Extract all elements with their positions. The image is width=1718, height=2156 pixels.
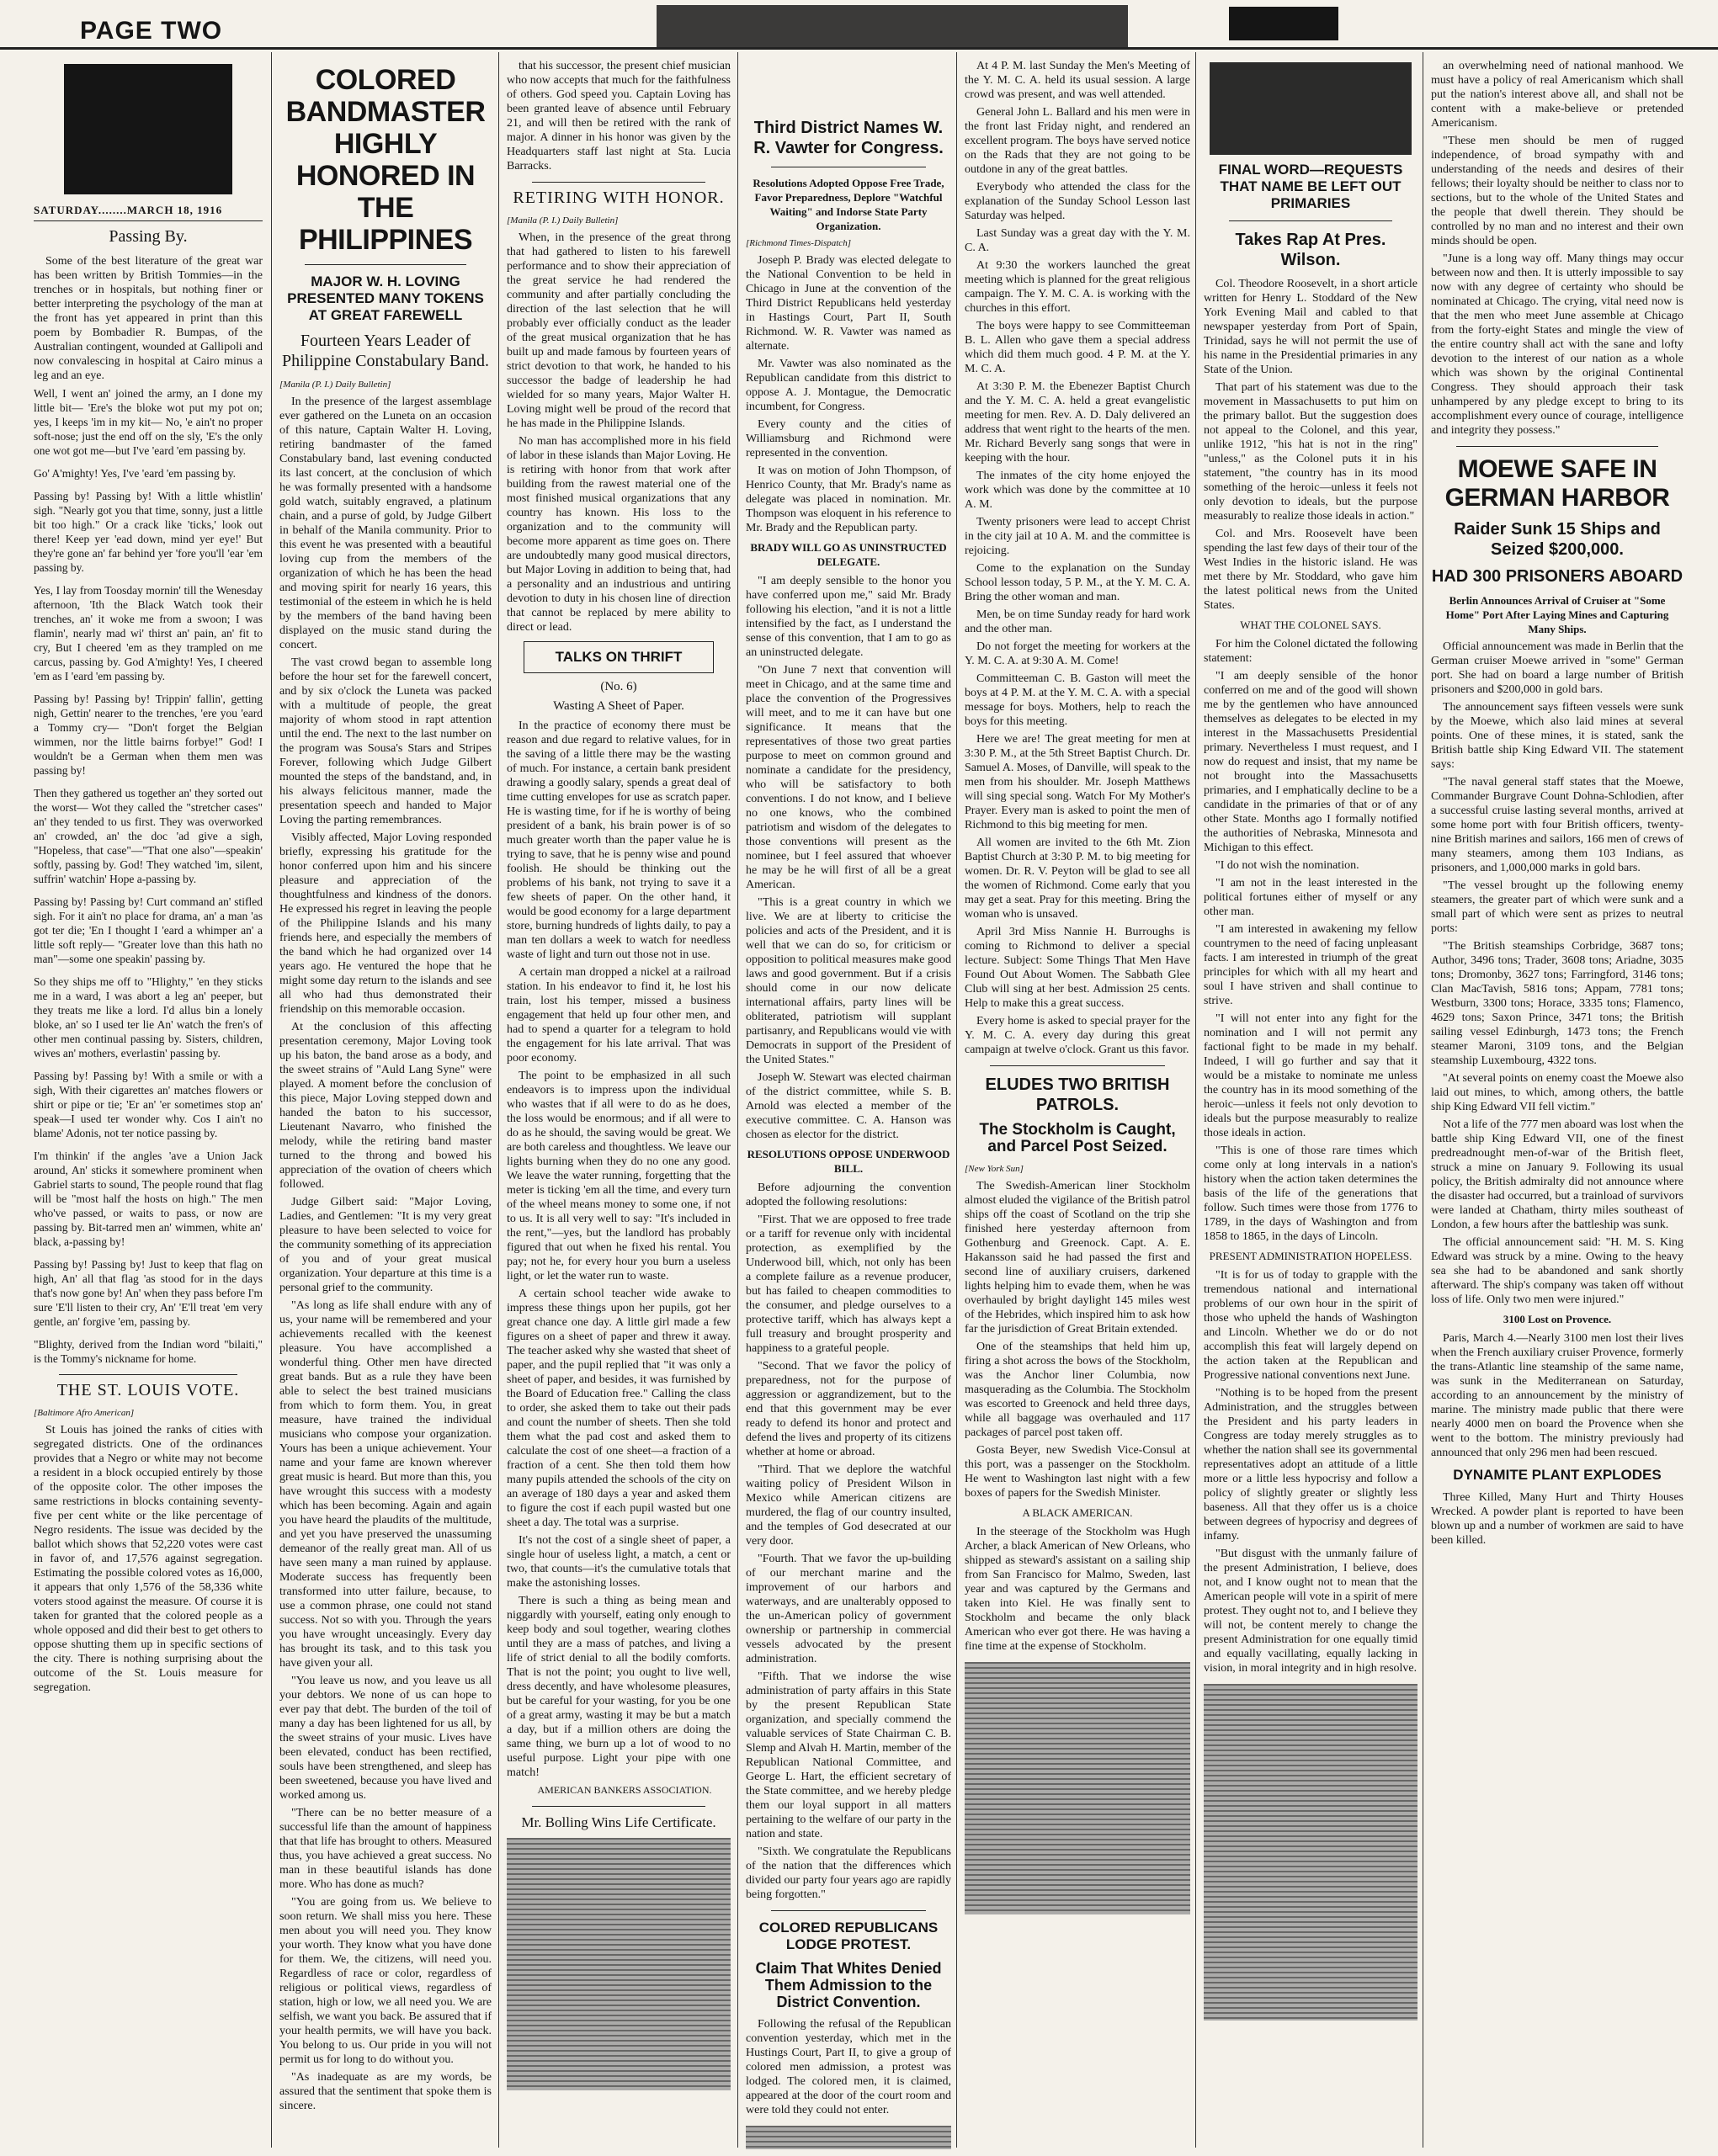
vawter-paragraph: It was on motion of John Thompson, of Henrico County, that Mr. Brady's name as delegate was placed in nomination. Mr. Thompson was eloquent in his reference to Mr. Brady and the Republican party.: [746, 465, 951, 534]
thrift-subtitle: Wasting A Sheet of Paper.: [553, 699, 684, 713]
column-4: [746, 59, 951, 2149]
vawter-paragraph: Mr. Vawter was also nominated as the Republican candidate from this district to oppose A. J. Montague, the Democratic incumbent, for Congress.: [746, 358, 951, 413]
final-word-paragraph: That part of his statement was due to the movement in Massachusetts to put him on the primary ballot. But the suggestion does not appeal to the Colonel, and this year, unlike 1912, "his hat is not in the ring" "unless," as the Colonel puts it in his statement, "the country has in its mood something of the heroic—unless it feels not only devotion to ideals, but the purpose measurably to realize those ideals in action.": [1204, 381, 1417, 523]
page-label: PAGE TWO: [80, 17, 223, 45]
dateline: SATURDAY........MARCH 18, 1916: [34, 203, 263, 221]
resolution: Before adjourning the convention adopted the following resolutions:: [746, 1182, 951, 1208]
loving-headline: COLORED BANDMASTER HIGHLY HONORED IN THE PHILIPPINES: [285, 64, 486, 256]
ymca-paragraph: Come to the explanation on the Sunday School lesson today, 5 P. M., at the Y. M. C. A. Bring the other woman and man.: [965, 562, 1190, 603]
final-word-headline: FINAL WORD—REQUESTS THAT NAME BE LEFT OUT PRIMARIES: [1218, 162, 1403, 211]
resolution: "Second. That we favor the policy of preparedness, not for the purpose of aggression or aggrandizement, but to the end that this government may be ever ready to defend its honor and protect and defend the lives and property of its citizens whether at home or abroad.: [746, 1360, 951, 1458]
eludes-paragraph: One of the steamships that held him up, firing a shot across the bows of the Stockholm, was the Anchor liner Columbia, now masquerading as the Columbia. The Stockholm was escorted to Greenock and held three days, while all baggage was overhauled and 117 packages of parcel post taken off.: [965, 1341, 1190, 1439]
moewe-paragraph: Official announcement was made in Berlin that the German cruiser Moewe arrived in "some" German port. She had on board a large number of British prisoners and $200,000 in gold bars.: [1431, 640, 1683, 696]
loving-paragraph: "As inadequate as are my words, be assured that the sentiment that spoke them is sincere.: [279, 2071, 492, 2112]
protest-headline: COLORED REPUBLICANS LODGE PROTEST.: [758, 1920, 939, 1952]
loving-paragraph: In the presence of the largest assemblage ever gathered on the Luneta on an occasion of this nature, Captain Walter H. Loving, retiring bandmaster of the famed Constabulary band, last evening conducted its last concert, at the conclusion of which he was formally presented with a handsome gold watch, suitably engraved, a platinum chain, and a purse of gold, by Judge Gilbert in behalf of the Manila community. Prior to this event he was presented with a beautiful loving cup from the members of the organization of which he has been the head and moving spirit for nearly 16 years, this testimonial of the esteem in which he is held by the members of the band having been displayed on the music stand during the concert.: [279, 396, 492, 651]
ymca-paragraph: The boys were happy to see Committeeman B. L. Allen who gave them a special address which did them much good. 4 P. M. at the Y. M. C. A.: [965, 320, 1190, 375]
divider: [532, 182, 705, 183]
thrift-title: TALKS ON THRIFT: [555, 649, 683, 665]
st-louis-credit: [Baltimore Afro American]: [34, 1408, 135, 1418]
column-rule: [956, 52, 957, 2148]
dynamite-body: Three Killed, Many Hurt and Thirty Houses Wrecked. A powder plant is reported to have been blown up and a number of workmen are said to have been killed.: [1431, 1491, 1683, 1547]
colonel-paragraph: For him the Colonel dictated the following statement:: [1204, 638, 1417, 665]
colonel-paragraph: "This is one of those rare times which come only at long intervals in a nation's history when the action taken determines the basis of the life of the generations that follow. Such times were those from 1776 to 1789, in the days of Washington and from 1858 to 1865, in the days of Lincoln.: [1204, 1144, 1417, 1243]
bolling-headline: Mr. Bolling Wins Life Certificate.: [521, 1814, 716, 1830]
poem-stanza: Then they gathered us together an' they sorted out the worst— Wot they called the "stretcher cases" an' they tended to us first. They was overworked an' crowded, an' the doc 'ad give a sigh, "Hopeless, that case"—"That one also"—speakin' softly, passing by. God! They watched 'im, silent, suffrin' watchin' Hope a-passing by.: [34, 787, 263, 885]
ymca-paragraph: Committeeman C. B. Gaston will meet the boys at 4 P. M. at the Y. M. C. A. with a special message for boys. Mothers, help to reach the boys for this meeting.: [965, 672, 1190, 728]
column-5: [965, 59, 1190, 2149]
vawter-deck: Resolutions Adopted Oppose Free Trade, Favor Preparedness, Deplore "Watchful Waiting" and Indorse State Party Organization.: [753, 177, 944, 232]
black-american-title: A BLACK AMERICAN.: [1022, 1506, 1133, 1519]
passing-by-title: Passing By.: [109, 227, 188, 246]
column-rule: [498, 52, 499, 2148]
ymca-paragraph: The inmates of the city home enjoyed the work which was done by the committee at 10 A. M.: [965, 470, 1190, 511]
hopeless-paragraph: "Nothing is to be hoped from the present Administration, and the struggles between the President and his party leaders in Congress are today merely struggles as to whether the nation shall see its governmental representatives adopt an attitude of a little more or a little less hypocrisy and follow a policy of slightly greater or slightly less baseness. All that they offer us is a choice between degrees of hypocrisy and degrees of infamy.: [1204, 1387, 1417, 1543]
illegible-text-block: [746, 2126, 951, 2149]
poem-stanza: Passing by! Passing by! Trippin' fallin', getting nigh, Gettin' nearer to the trenches, 'ere you 'eard a Tommy cry— "Don't forget the Belgian wimmen, nor the little bairns forbye!" God! I wouldn't be a German when them men was passing by!: [34, 693, 263, 777]
moewe-deck-3: Berlin Announces Arrival of Cruiser at "Some Home" Port After Laying Mines and Capturing Many Ships.: [1445, 594, 1669, 635]
thrift-number: (No. 6): [600, 680, 637, 693]
divider: [532, 1806, 705, 1807]
eludes-credit: [New York Sun]: [965, 1164, 1024, 1174]
ymca-paragraph: Everybody who attended the class for the explanation of the Sunday School Lesson last Saturday was helped.: [965, 181, 1190, 222]
column-rule: [1195, 52, 1196, 2148]
brady-paragraph: "This is a great country in which we live. We are at liberty to criticise the policies and acts of the President, and it is well that we can do so, for criticism or opposition to political measures make good laws and good government. But if a crisis should come in our now delicate international affairs, party lines will be obliterated, patriotism will supplant partisanry, and Republicans would vie with Democrats in support of the President of the United States.": [746, 896, 951, 1066]
divider: [771, 1910, 926, 1911]
brady-paragraph: "I am deeply sensible to the honor you have conferred upon me," said Mr. Brady following his election, "and it is not a little intensified by the fact, as I understand the sense of this convention, that I am to go as an uninstructed delegate.: [746, 575, 951, 659]
column-rule: [271, 52, 272, 2148]
ymca-paragraph: General John L. Ballard and his men were in the front last Friday night, and rendered an excellent program. The boys have served notice on the Rads that they are not going to be outdone in any of the great battles.: [965, 106, 1190, 176]
brady-paragraph: Joseph W. Stewart was elected chairman of the district committee, while S. B. Arnold was elected a member of the executive committee. C. A. Hanson was chosen as elector for the district.: [746, 1071, 951, 1141]
right-top-paragraph: "These men should be men of rugged independence, of broad sympathy with and understanding of the needs and desires of their fellows; their loyalty should be neither to class nor to sections, but to the whole of the United States and the people that dwell therein. They should be controlled by no man and no interest and their own minds should be open.: [1431, 135, 1683, 247]
right-top-paragraph: an overwhelming need of national manhood. We must have a policy of real Americanism which shall put the nation's interest above all, and shall not be content with a make-believe or pretended Americanism.: [1431, 60, 1683, 130]
ymca-paragraph: At 4 P. M. last Sunday the Men's Meeting of the Y. M. C. A. held its usual session. A large crowd was present, and was well attended.: [965, 60, 1190, 101]
masthead-image: [657, 5, 1128, 47]
ymca-paragraph: Here we are! The great meeting for men at 3:30 P. M., at the 5th Street Baptist Church. Dr. Samuel A. Moses, of Danville, will speak to the men from his shoulder. Mr. Joseph Matthews will sing special song. Watch For My Mother's Prayer. Every man is asked to point the men of Richmond to this big meeting for men.: [965, 733, 1190, 831]
eludes-deck: The Stockholm is Caught, and Parcel Post Seized.: [979, 1121, 1176, 1155]
ymca-paragraph: At 3:30 P. M. the Ebenezer Baptist Church and the Y. M. C. A. held a great evangelistic meeting for men. Rev. A. D. Daly delivered an address that went right to the hearts of the men. Mr. Richard Beverly sang songs that were in keeping with the hour.: [965, 380, 1190, 465]
final-word-deck: Takes Rap At Pres. Wilson.: [1235, 231, 1386, 269]
moewe-deck-2: HAD 300 PRISONERS ABOARD: [1431, 567, 1683, 586]
brady-title: BRADY WILL GO AS UNINSTRUCTED DELEGATE.: [750, 541, 947, 568]
moewe-paragraph: "At several points on enemy coast the Moewe also laid out mines, to which, among others, the battle ship King Edward VII fell victim.": [1431, 1072, 1683, 1113]
moewe-deck-1: Raider Sunk 15 Ships and Seized $200,000.: [1454, 520, 1661, 559]
poem-note: "Blighty, derived from the Indian word "bilaiti," is the Tommy's nickname for home.: [34, 1338, 263, 1365]
thrift-box: [524, 641, 714, 673]
ymca-paragraph: Men, be on time Sunday ready for hard work and the other man.: [965, 608, 1190, 635]
thrift-paragraph: In the practice of economy there must be reason and due regard to relative values, for in the saving of a little there may be the wasting of much. For instance, a certain bank president drawing a goodly salary, spends a great deal of time cutting envelopes for use as scratch paper. He is wasting time, for if he is worthy of being president of a bank, his brain power is of so much greater worth than the paper value he is trying to save, that he is penny wise and pound foolish. He should be thinking out the problems of his bank, not trying to save it a few sheets of paper. On the other hand, it would be good economy for a large department store, burning hundreds of lights daily, to pay a man ten dollars a week to watch for needless waste of light and turn out those not in use.: [507, 720, 731, 961]
colonel-paragraph: "I do not wish the nomination.: [1215, 859, 1359, 872]
resolution: "Fifth. That we indorse the wise administration of party affairs in this State by the present Republican State organization, and specially commend the valuable services of State Chairman C. B. Slemp and Alvah H. Martin, member of the Republican National Committee, and George L. Hart, the efficient secretary of the State committee, and we hereby pledge them our loyal support in all matters pertaining to the welfare of our party in the nation and state.: [746, 1670, 951, 1840]
divider: [305, 264, 466, 265]
loving-paragraph: "There can be no better measure of a successful life than the amount of happiness that that life has brought to others. Measured thus, you have achieved a great success. No man in these beautiful islands has done more. Who has done as much?: [279, 1807, 492, 1891]
black-american-body: In the steerage of the Stockholm was Hugh Archer, a black American of New Orleans, who shipped as steward's assistant on a sailing ship from San Francisco for Malmo, Sweden, last year and was captured by the Germans and taken into Kiel. He was finally sent to Stockholm and became the only black American who ever got there. He was having a fine time at the expense of Stockholm.: [965, 1526, 1190, 1653]
colonel-paragraph: "I am deeply sensible of the honor conferred on me and of the good will shown me by the gentlemen who have announced themselves as delegates to be elected in my interest in the Massachusetts Presidential primary. Nevertheless I must request, and I now do request and insist, that my name be not brought into the Massachusetts primaries, and I emphatically decline to be a candidate in the primaries of that or of any other State. Months ago I formally notified the authorities of Nebraska, Minnesota and Michigan to this effect.: [1204, 670, 1417, 854]
retiring-intro: that his successor, the present chief musician who now accepts that much for the faithfulness of others. God speed you. Captain Loving has been granted leave of absence until February 21, and will then be retired with the rank of major. A dinner in his honor was given by the Headquarters staff last night at Sta. Lucia Barracks.: [507, 60, 731, 173]
resolution: "Third. That we deplore the watchful waiting policy of President Wilson in Mexico while American citizens are murdered, the flag of our country insulted, and the temples of God desecrated at our very door.: [746, 1463, 951, 1548]
retiring-title: RETIRING WITH HONOR.: [513, 189, 725, 207]
illegible-text-block: [507, 1838, 731, 2090]
loving-subhead: MAJOR W. H. LOVING PRESENTED MANY TOKENS AT GREAT FAREWELL: [287, 273, 484, 323]
vawter-paragraph: Joseph P. Brady was elected delegate to the National Convention to be held in Chicago in June at the convention of the Third District Republicans held yesterday in Hastings Court, Part II, South Richmond. W. R. Vawter was named as alternate.: [746, 254, 951, 353]
photo-portrait: [64, 64, 232, 194]
poem-stanza: Yes, I lay from Toosday mornin' till the Wenesday afternoon, 'Ith the Black Watch took their trenches, an' it woke me from a swoon; I was flamin', nearly mad wi' thirst an' pain, an' fit to cry, But I cheered 'em as they trampled on me carcus, passing by. God A'mighty! Yes, I cheered 'em as I 'eard 'em passing by.: [34, 584, 263, 682]
column-6: [1204, 59, 1417, 2149]
loving-paragraph: "You are going from us. We believe to soon return. We shall miss you here. These men about you will need you. They know your worth. They know what you have done for them. We, the citizens, will need you. Regardless of race or color, regardless of religious or political views, regardless of station, high or low, we all need you. We are selfish, we want you back. Be assured that if your health permits, we will have you back. You belong to us. Our pride in you will not permit us for long to do without you.: [279, 1896, 492, 2066]
loving-paragraph: Visibly affected, Major Loving responded briefly, expressing his gratitude for the honor conferred upon him and his sincere pleasure and appreciation of the thoughtfulness and kindness of the donors. He expressed his regret in leaving the people of the Philippine Islands and his many friends here, and especially the members of the band which he had organized over 14 years ago. He ventured the hope that he might some day return to the islands and see all who had thus demonstrated their friendship on this memorable occasion.: [279, 831, 492, 1016]
poem-stanza: Well, I went an' joined the army, an I done my little bit— 'Ere's the bloke wot put my pot on; yes, I keeps 'im in my kit— No, 'e ain't no proper soft-nose; just the end off on the sly, 'E's the only one wot got me—but I've 'eard 'em passing by.: [34, 387, 263, 457]
retiring-paragraph: No man has accomplished more in his field of labor in these islands than Major Loving. He is retiring with honor from that work after building from the rawest material one of the most finished musical organizations that any country has known. His loss to the organization and to the community will become more apparent as time goes on. There are undoubtedly many good musical directors, but Major Loving in addition to being that, had a personality and an industrious and untiring devotion to duty in his chosen line of direction that cannot be replaced by mere ability to direct or lead.: [507, 435, 731, 634]
final-word-paragraph: Col. and Mrs. Roosevelt have been spending the last few days of their tour of the West Indies in the historic island. He was met there by Mr. Stoddard, who gave him the latest political news from the United States.: [1204, 528, 1417, 612]
top-rule: [0, 47, 1718, 50]
retiring-paragraph: When, in the presence of the great throng that had gathered to listen to his farewell performance and to show their appreciation of the great service he had rendered the community and after partially concluding the direction of the last selection that he will probably ever officially conduct as the leader of the great musical organization that he has built up and made famous by fourteen years of strict devotion to that work, he handed to his successor the badge of leadership he had wielded for so many years, Major Walter H. Loving might well be proud of the record that he has made in the Philippine Islands.: [507, 231, 731, 430]
vawter-paragraph: Every county and the cities of Williamsburg and Richmond were represented in the convention.: [746, 418, 951, 459]
moewe-paragraph: The official announcement said: "H. M. S. King Edward was struck by a mine. Owing to the heavy sea she had to be abandoned and sank shortly afterward. The ship's company was taken off without loss of life. Only two men were injured.": [1431, 1236, 1683, 1306]
ymca-paragraph: Do not forget the meeting for workers at the Y. M. C. A. at 9:30 A. M. Come!: [965, 640, 1190, 667]
eludes-headline: ELUDES TWO BRITISH PATROLS.: [985, 1075, 1170, 1114]
vawter-credit: [Richmond Times-Dispatch]: [746, 238, 851, 248]
poem: [34, 386, 263, 1366]
resolution: "First. That we are opposed to free trade or a tariff for revenue only with incidental protection, as exemplified by the Underwood bill, which, not only has been a complete failure as a revenue producer, but has failed to cheapen commodities to the consumer, and pledge ourselves to a protective tariff, which has always kept a full treasury and brought prosperity and happiness to a grateful people.: [746, 1213, 951, 1355]
colonel-title: WHAT THE COLONEL SAYS.: [1240, 619, 1381, 631]
moewe-paragraph: Not a life of the 777 men aboard was lost when the battle ship King Edward VII, one of the finest predreadnought men-of-war of the British fleet, struck a mine on January 9. Following its usual policy, the British admiralty did not announce where the disaster had occurred, but a trainload of survivors were landed at Chatham, thirty miles southeast of London, a few hours after the battleship was sunk.: [1431, 1118, 1683, 1231]
resolutions-title: RESOLUTIONS OPPOSE UNDERWOOD BILL.: [747, 1148, 950, 1175]
moewe-headline: MOEWE SAFE IN GERMAN HARBOR: [1444, 455, 1670, 512]
column-7: [1431, 59, 1683, 2149]
column-3: [507, 59, 731, 2149]
ymca-paragraph: At 9:30 the workers launched the great meeting which is planned for the great religious campaign. The Y. M. C. A. is working with the churches in this effort.: [965, 259, 1190, 315]
colonel-paragraph: "I am not in the least interested in the political fortunes either of myself or any other man.: [1204, 877, 1417, 918]
thrift-paragraph: It's not the cost of a single sheet of paper, a single hour of useless light, a match, a cent or two, that counts—it's the cumulative totals that make the astonishing losses.: [507, 1534, 731, 1590]
protest-deck: Claim That Whites Denied Them Admission to the District Convention.: [755, 1960, 942, 2010]
poem-stanza: Passing by! Passing by! Just to keep that flag on high, An' all that flag 'as stood for in the days that's now gone by! An' when they pass before I'm sure 'E'll listen to their cry, An' 'E'll treat 'em very gentle, an' forgive 'em, passing by.: [34, 1258, 263, 1328]
thrift-paragraph: There is such a thing as being mean and niggardly with yourself, eating only enough to keep body and soul together, wearing clothes until they are a mass of patches, and living a life of strict denial to all the bodily comforts. That is not the point; you ought to live well, dress decently, and have wholesome pleasures, but be careful for your wasting, for you be one of a great army, wasting it may be but a match a day, but if a million others are doing the same thing, we burn up a lot of wood to no useful purpose. Light your pipe with one match!: [507, 1595, 731, 1779]
photo-roosevelt: [1210, 62, 1412, 155]
ymca-paragraph: April 3rd Miss Nannie H. Burroughs is coming to Richmond to deliver a special lecture. Subject: Some Things That Men Have Found Out About Women. The Sabbath Glee Club will sing at her best. Admission 25 cents. Help to make this a great success.: [965, 926, 1190, 1010]
thrift-paragraph: A certain man dropped a nickel at a railroad station. In his endeavor to find it, he lost his train, lost his temper, missed a business engagement that held up four other men, and had to spend a quarter for a telegram to hold the engagement for his late arrival. That was poor economy.: [507, 966, 731, 1065]
eludes-paragraph: Gosta Beyer, new Swedish Vice-Consul at this port, was a passenger on the Stockholm. He went to Washington last night with a few boxes of papers for the Swedish Minister.: [965, 1444, 1190, 1500]
hopeless-paragraph: "But disgust with the unmanly failure of the present Administration, I believe, does not, and I know ought not to mean that the American people will vote in a spirit of mere protest. They ought not to, and I believe they will not, be content merely to change the present Administration for one equally timid and equally vacillating, equally lacking in vision, in moral integrity and in high resolve.: [1204, 1548, 1417, 1675]
colonel-paragraph: "I will not enter into any fight for the nomination and I will not permit any factional fight to be made in my behalf. Indeed, I will go further and say that it would be a mistake to nominate me unless the country has in its mood something of the heroic—unless it feels not only devotion to ideals but the purpose measurably to realize those ideals in action.: [1204, 1012, 1417, 1139]
thrift-paragraph: The point to be emphasized in all such endeavors is to impress upon the individual who wastes that if all were to do as he does, the loss would be enormous; and if all were to do as he should, the saving would be great. We are both careless and thoughtless. We leave our lights burning when they do no one any good. We leave the water running, forgetting that the meter is ticking 'em all the time, and every turn of the wheel means money to some one, if not to us. It is all very well to say: "It's included in the rent,"—yes, but the landlord has probably figured that out when he fixed his rental. You pay; not he, for every hour you burn a useless light, or let the water run to waste.: [507, 1070, 731, 1282]
poem-stanza: Go' A'mighty! Yes, I've 'eard 'em passing by.: [34, 467, 237, 480]
column-1: [34, 59, 263, 2149]
poem-stanza: Passing by! Passing by! With a smile or with a sigh, With their cigarettes an' matches flowers or shirt or pipe or tie; 'Er an' 'er sometimes stop an' speak—I used ter wonder why. Cos I ain't no blame' Adonis, not ter notice passing by.: [34, 1070, 263, 1139]
poem-stanza: Passing by! Passing by! With a little whistlin' sigh. "Nearly got you that time, sonny, just a little bit too high." Or a crack like 'ticks,' look out there! Keep yer 'ead down, mind yer eye!' But they're gone an' far behind yer 'fore you'll 'ear 'em passing by.: [34, 490, 263, 574]
moewe-paragraph: "The vessel brought up the following enemy steamers, the greater part of which were sunk and a small part of which were sent as prizes to neutral ports:: [1431, 879, 1683, 935]
eludes-paragraph: The Swedish-American liner Stockholm almost eluded the vigilance of the British patrol ships off the coast of Scotland on the trip she finished here yesterday afternoon from Gothenburg and Greenock. Capt. A. E. Hakansson said he had passed the first and second line of auxiliary cruisers, darkened lights helping him to evade them, when he was overhauled by bright daylight 145 miles west of the Hebrides, which inspired him to ask how far the jurisdiction of Great Britain extended.: [965, 1180, 1190, 1336]
dynamite-headline: DYNAMITE PLANT EXPLODES: [1453, 1467, 1662, 1483]
colonel-paragraph: "I am interested in awakening my fellow countrymen to the need of facing unpleasant facts. I am interested in triumph of the great principles for which with all my heart and soul I have striven and shall continue to strive.: [1204, 923, 1417, 1007]
moewe-paragraph: The announcement says fifteen vessels were sunk by the Moewe, which also laid mines at several points. One of these mines, it is stated, sank the British battle ship King Edward VII. The statement says:: [1431, 701, 1683, 771]
divider: [990, 1065, 1165, 1066]
ymca-paragraph: Twenty prisoners were lead to accept Christ in the city jail at 10 A. M. and the committee is rejoicing.: [965, 516, 1190, 557]
ymca-paragraph: Every home is asked to special prayer for the Y. M. C. A. every day during this great campaign at twelve o'clock. Grant us this favor.: [965, 1015, 1190, 1056]
moewe-paragraph: "The British steamships Corbridge, 3687 tons; Author, 3496 tons; Trader, 3608 tons; Ariadne, 3035 tons; Dromonby, 3627 tons; Farringford, 3146 tons; Clan MacTavish, 5816 tons; Appam, 7781 tons; Westburn, 3300 tons; Horace, 3335 tons; Flamenco, 4629 tons; Saxon Prince, 3471 tons; the British sailing vessel Edinburgh, 1473 tons; the French steamer Maroni, 3109 tons, and the Belgian steamship Luxembourg, 4322 tons.: [1431, 940, 1683, 1067]
ymca-paragraph: All women are invited to the 6th Mt. Zion Baptist Church at 3:30 P. M. to big meeting for women. Dr. R. V. Peyton will be glad to see all the women of Richmond. Come early that you may get a seat. Pray for this meeting. Bring the woman who is unsaved.: [965, 836, 1190, 921]
right-top-paragraph: "June is a long way off. Many things may occur between now and then. It is utterly impossible to say now with any degree of certainty who should be nominated at Chicago. The crying, vital need now is that the men who meet June assemble at Chicago from the forty-eight States and mingle the view of the entire country shall act with the sane and lofty devotion to the interest of our nation as a whole which was shown by the original Continental Congress. They should approach their task unhampered by any pledge except to bring to its accomplishment every ounce of courage, intelligence and integrity they possess.": [1431, 252, 1683, 437]
loving-credit: [Manila (P. I.) Daily Bulletin]: [279, 380, 391, 390]
hopeless-paragraph: "It is for us of today to grapple with the tremendous national and international problems of our own hour in the spirit of those who upheld the hands of Washington and Lincoln. Whether we do or do not accomplish this feat will largely depend on the action taken at the Republican and Progressive national conventions next June.: [1204, 1269, 1417, 1382]
loving-paragraph: "As long as life shall endure with any of us, your name will be remembered and your achievements recalled with the keenest pleasure. You have accomplished a wonderful thing. Other men have directed great bands. But as a rule they have been able to select the best trained musicians from which to form them. You, in great measure, have trained the individual musicians who compose your organization. Yours has been a unique achievement. Your name and your fame are known wherever great music is heard. But more than this, you have wrought this success with a modesty which has been becoming. Again and again you have heard the plaudits of the multitude, and yet you have preserved the unassuming demeanor of the really great man. All of us have seen many a man ruined by applause. Moderate success has frequently been transformed into utter failure, because, to use a common phrase, one could not stand success. Not so with you. Through the years you have wrought unceasingly. Every day has brought its task, and to this task you have given your all.: [279, 1299, 492, 1670]
ink-smudge: [1229, 7, 1338, 40]
divider: [1456, 446, 1658, 447]
column-rule: [737, 52, 738, 2148]
vawter-headline: Third District Names W. R. Vawter for Congress.: [753, 119, 944, 157]
divider: [59, 1374, 237, 1375]
retiring-credit: [Manila (P. I.) Daily Bulletin]: [507, 215, 619, 226]
poem-stanza: So they ships me off to "Hlighty," 'en they sticks me in a ward, I was abort a leg an' peeper, but they treats me like a lord. I'd allus bin a lonely bloke, an' so I used ter lie An' watch the fren's of other men continual passing by. Sisters, children, wives an' mothers, everlastin' passing by.: [34, 975, 263, 1059]
loving-deck: Fourteen Years Leader of Philippine Constabulary Band.: [281, 332, 490, 370]
provence-title: 3100 Lost on Provence.: [1503, 1313, 1612, 1325]
protest-body: Following the refusal of the Republican convention yesterday, which met in the Hustings Court, Part II, to give a group of colored men admission, a protest was lodged. The colored men, it is claimed, appeared at the door of the court room and were told they could not enter.: [746, 2018, 951, 2116]
poem-stanza: I'm thinkin' if the angles 'ave a Union Jack around, An' sticks it somewhere prominent when Gabriel starts to sound, The people round that flag will be "most half the hosts on high." The men who've passed, or waits to pass, or now are passing by. Bit-tarred men an' wimmen, white an' black, a-passing by!: [34, 1150, 263, 1248]
provence-body: Paris, March 4.—Nearly 3100 men lost their lives when the French auxiliary cruiser Provence, formerly the trans-Atlantic line steamship of the same name, was sunk in the Mediterranean on Saturday, according to an announcement by the ministry of marine. The ministry made public that there were nearly 4000 men on board the Provence when she went to the bottom. The ministry previously had announced that only 296 men had been rescued.: [1431, 1332, 1683, 1459]
loving-paragraph: At the conclusion of this affecting presentation ceremony, Major Loving took up his baton, the band arose as a body, and the sweet strains of "Auld Lang Syne" were played. A moment before the conclusion of this piece, Major Loving stepped down and handed the baton to his successor, Lieutenant Navarro, who finished the melody, while the retiring band master turned to the throng and bowed his appreciation of the ovation of cheers which followed.: [279, 1021, 492, 1191]
loving-paragraph: The vast crowd began to assemble long before the hour set for the farewell concert, and by six o'clock the Luneta was packed with a multitude of people, the great majority of whom stood in rapt attention until the end. The next to the last number on the program was Sousa's Stars and Stripes Forever, following which Judge Gilbert mounted the steps of the bandstand, and, in his always felicitous manner, made the presentation speech and handed to Major Loving the parting remembrances.: [279, 656, 492, 826]
resolution: "Sixth. We congratulate the Republicans of the nation that the differences which divided our party four years ago are rapidly being forgotten.": [746, 1845, 951, 1901]
column-2: [279, 59, 492, 2149]
brady-paragraph: "On June 7 next that convention will meet in Chicago, and at the same time and place the convention of the Progressives will meet, and to me it can have but one significance. It means that the representatives of those two great parties purpose to meet on common ground and nominate a candidate for the presidency, who will be satisfactory to both conventions. I do not know, and I believe no one knows, who the combined patriotism and wisdom of the delegates to those conventions will present as the nominee, but I feel assured that whoever he may be he will first of all be a great American.: [746, 664, 951, 891]
loving-paragraph: "You leave us now, and you leave us all your debtors. We none of us can hope to ever pay that debt. The burden of the toil of many a day has been lightened for us all, by the sweet strains of your music. Lives have been elevated, conduct has been rectified, souls have been strengthened, and sleep has been sweetened, because you have lived and worked among us.: [279, 1675, 492, 1802]
loving-paragraph: Judge Gilbert said: "Major Loving, Ladies, and Gentlemen: "It is my very great pleasure to have been selected to voice for the community something of its appreciation of you and of your great musical organization. Your departure at this time is a personal grief to the community.: [279, 1196, 492, 1294]
passing-by-intro: Some of the best literature of the great war has been written by British Tommies—in the trenches or in hospitals, but nothing finer or better interpreting the psychology of the man at the front has yet appeared in print than this poem by Bombadier R. Bumpas, of the Australian contingent, wounded at Gallipoli and now convalescing in hospital at Cairo minus a leg and an eye.: [34, 255, 263, 382]
ymca-paragraph: Last Sunday was a great day with the Y. M. C. A.: [965, 227, 1190, 254]
illegible-text-block: [1204, 1684, 1417, 2021]
illegible-text-block: [965, 1662, 1190, 1914]
final-word-paragraph: Col. Theodore Roosevelt, in a short article written for Henry L. Stoddard of the New York Evening Mail and cabled to that newspaper yesterday from Port of Spain, Trinidad, says he will not permit the use of his name in the Presidential primaries in any State of the Union.: [1204, 278, 1417, 376]
poem-stanza: Passing by! Passing by! Curt command an' stifled sigh. For it ain't no place for drama, an' a man 'as got ter die; 'En I thought I 'eard a whimper an' a little soft reply— "Greater love than this hath no man"—some one speakin' passing by.: [34, 895, 263, 965]
thrift-signature: AMERICAN BANKERS ASSOCIATION.: [537, 1784, 712, 1796]
resolution: "Fourth. That we favor the up-building of our merchant marine and the improvement of our harbors and waterways, and are unalterably opposed to the un-American policy of government ownership or partnership in commercial vessels advocated by the present administration.: [746, 1553, 951, 1665]
divider: [1229, 220, 1392, 221]
st-louis-title: THE ST. LOUIS VOTE.: [56, 1381, 240, 1399]
hopeless-title: PRESENT ADMINISTRATION HOPELESS.: [1209, 1250, 1412, 1262]
st-louis-body: St Louis has joined the ranks of cities with segregated districts. One of the ordinances provides that a Negro or white may not become a resident in a block occupied entirely by those of the opposite color. The other imposes the same restrictions in blocks containing seventy-five per cent white or the like percentage of Negro residents. The issue was decided by the ballot which shows that 52,220 votes were cast in favor of, and 17,576 against segregation. Estimating the possible colored votes as 16,000, it appears that only 1,576 of the 58,336 white voters stood against the measure. Of course it is taken for granted that the colored people as a whole opposed and did their best to get others to oppose shutting them up in specific sections of the city. There is nothing surprising about the outcome of the St. Louis measure for segregation.: [34, 1424, 263, 1694]
thrift-paragraph: A certain school teacher wide awake to impress these things upon her pupils, got her great chance one day. A little girl made a few figures on a sheet of paper and threw it away. The teacher asked why she wasted that sheet of paper, and the pupil replied that "it was only a sheet of paper, and besides, it was furnished by the Board of Education free." Calling the class to order, she asked them to take out their pads and count the number of sheets. Then she told them what the pad cost and asked them to calculate the cost of one sheet—a fraction of a fraction of a cent. She then told them how many pupils attended the schools of the city on an average of 180 days a year and asked them to figure the cost if each pupil wasted but one sheet a day. The total was a surprise.: [507, 1288, 731, 1529]
moewe-paragraph: "The naval general staff states that the Moewe, Commander Burgrave Count Dohna-Schlodien, after a successful cruise lasting several months, arrived at some home port with four British officers, twenty-nine British marines and sailors, 166 men of crews of many steamers, among them 103 Indians, as prisoners, and 1,000,000 marks in gold bars.: [1431, 776, 1683, 874]
